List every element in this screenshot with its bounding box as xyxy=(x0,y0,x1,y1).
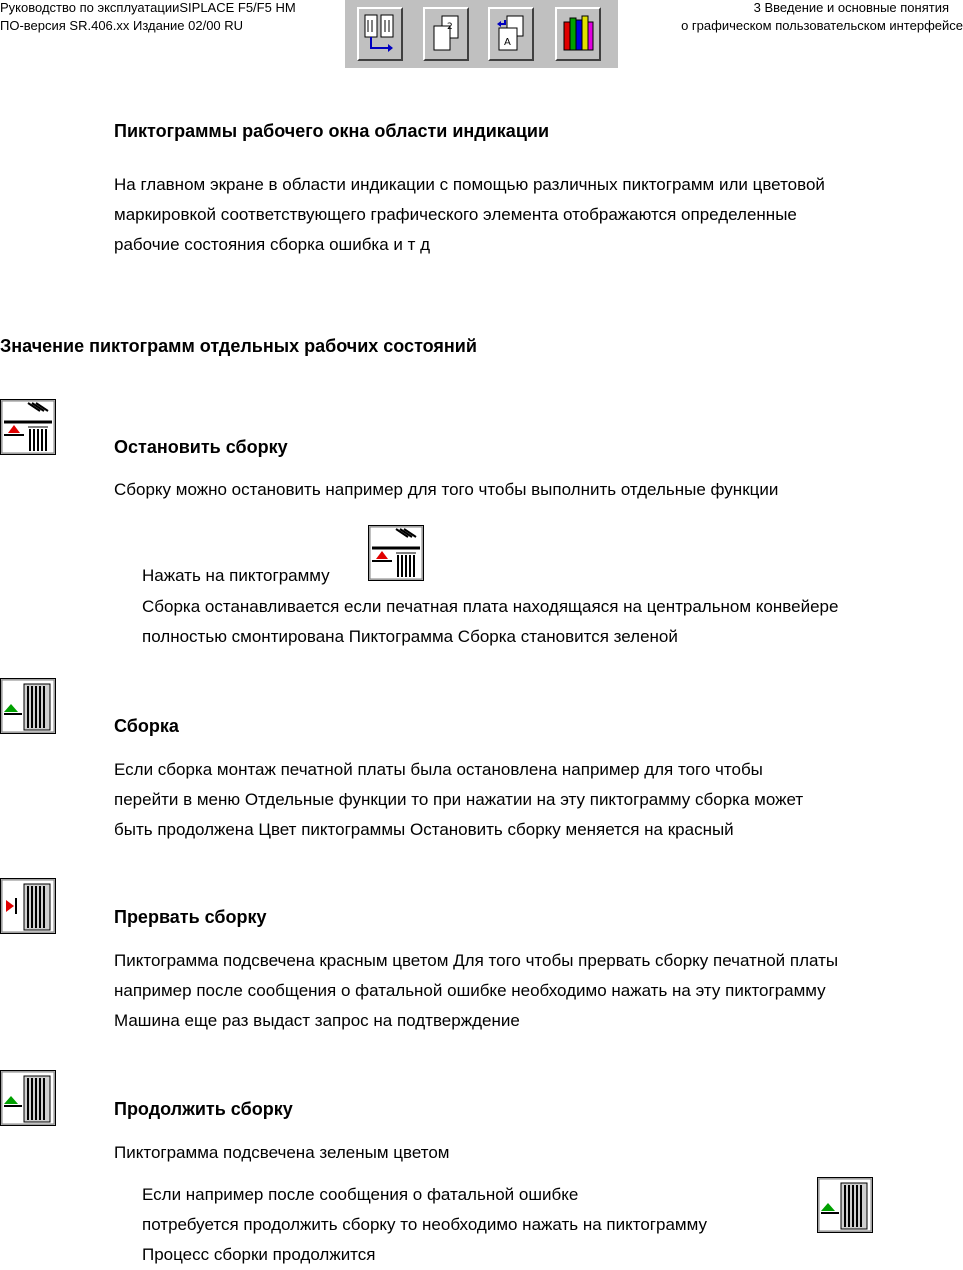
svg-text:A: A xyxy=(504,37,511,48)
stop-assembly-icon xyxy=(0,399,56,455)
section-title: Значение пиктограмм отдельных рабочих состояний xyxy=(0,336,477,356)
stop-assembly-detail xyxy=(142,592,838,652)
assembly-icon xyxy=(0,678,56,734)
header-left-line1: Руководство по эксплуатацииSIPLACE F5/F5 HM xyxy=(0,0,296,15)
assembly-line: быть продолжена Цвет пиктограммы Остановить сборку меняется на красный xyxy=(114,820,734,839)
assembly-paragraph xyxy=(114,755,803,845)
assembly-title: Сборка xyxy=(114,716,179,736)
continue-line: потребуется продолжить сборку то необходимо нажать на пиктограмму xyxy=(142,1215,707,1234)
stop-assembly-instruction: Нажать на пиктограмму xyxy=(142,566,330,585)
nav-toolbar xyxy=(345,0,618,68)
abort-line: Машина еще раз выдаст запрос на подтверждение xyxy=(114,1011,520,1030)
books-button[interactable] xyxy=(555,7,601,61)
pages-button[interactable] xyxy=(423,7,469,61)
detail-line: полностью смонтирована Пиктограмма Сборка становится зеленой xyxy=(142,627,678,646)
header-left-line2: ПО-версия SR.406.xx Издание 02/00 RU xyxy=(0,18,244,33)
continue-assembly-inline-icon xyxy=(817,1177,873,1233)
layout-button[interactable] xyxy=(357,7,403,61)
intro-line: маркировкой соответствующего графического элемента отображаются определенные xyxy=(114,205,797,224)
stop-assembly-title: Остановить сборку xyxy=(114,437,288,457)
abort-line: Пиктограмма подсвечена красным цветом Для того чтобы прервать сборку печатной платы xyxy=(114,951,839,970)
header-right-line2: о графическом пользовательском интерфейсе xyxy=(681,18,963,33)
intro-line: рабочие состояния сборка ошибка и т д xyxy=(114,235,431,254)
continue-assembly-text: Пиктограмма подсвечена зеленым цветом xyxy=(114,1143,450,1162)
books-icon xyxy=(560,12,596,56)
assembly-line: перейти в меню Отдельные функции то при нажатии на эту пиктограмму сборка может xyxy=(114,790,804,809)
header-right-line1: 3 Введение и основные понятия xyxy=(753,0,949,15)
svg-text:2: 2 xyxy=(447,22,453,32)
abort-assembly-icon xyxy=(0,878,56,934)
assembly-line: Если сборка монтаж печатной платы была остановлена например для того чтобы xyxy=(114,760,763,779)
continue-line: Если например после сообщения о фатальной ошибке xyxy=(142,1185,579,1204)
exchange-icon xyxy=(493,12,529,56)
continue-assembly-title: Продолжить сборку xyxy=(114,1099,293,1119)
pages-icon xyxy=(428,12,464,56)
continue-assembly-paragraph xyxy=(142,1180,707,1270)
abort-line: например после сообщения о фатальной ошибке необходимо нажать на эту пиктограмму xyxy=(114,981,826,1000)
abort-assembly-title: Прервать сборку xyxy=(114,907,267,927)
abort-assembly-paragraph xyxy=(114,946,838,1036)
layout-icon xyxy=(362,12,398,56)
intro-line: На главном экране в области индикации с помощью различных пиктограмм или цветовой xyxy=(114,175,825,194)
stop-assembly-text: Сборку можно остановить например для того чтобы выполнить отдельные функции xyxy=(114,480,779,499)
detail-line: Сборка останавливается если печатная плата находящаяся на центральном конвейере xyxy=(142,597,839,616)
continue-assembly-icon xyxy=(0,1070,56,1126)
continue-line: Процесс сборки продолжится xyxy=(142,1245,376,1264)
intro-paragraph xyxy=(114,170,825,260)
stop-assembly-inline-icon xyxy=(368,525,424,581)
intro-title: Пиктограммы рабочего окна области индикации xyxy=(114,121,550,141)
exchange-button[interactable] xyxy=(488,7,534,61)
